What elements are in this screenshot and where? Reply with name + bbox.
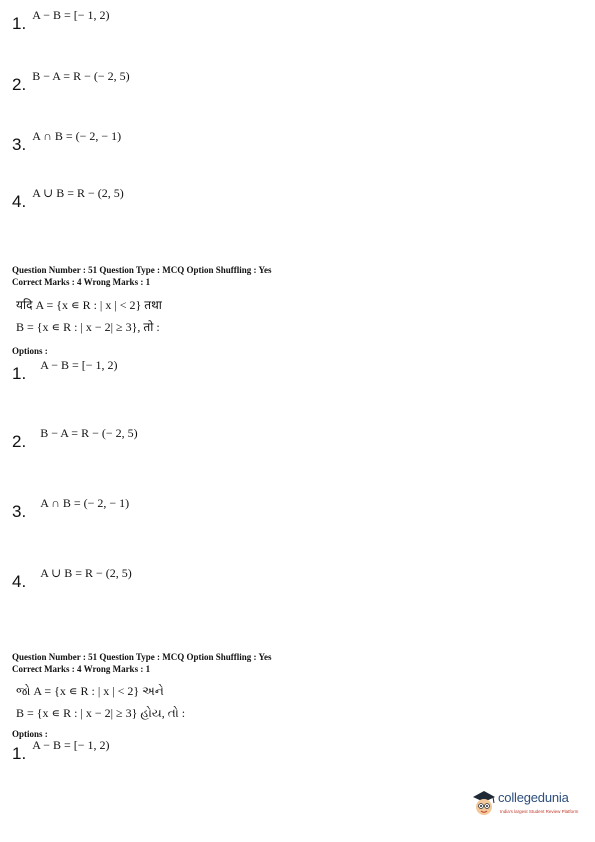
brand-name: collegedunia: [498, 790, 569, 805]
option-number: 3.: [12, 135, 27, 154]
option-number: 2.: [12, 432, 27, 451]
question-text-line: B = {x ∊ R : | x − 2| ≥ 3}, तो :: [16, 320, 160, 334]
option-1: [12, 738, 110, 764]
question-meta-line: Question Number : 51 Question Type : MCQ Option Shuffling : Yes: [12, 652, 272, 662]
marks-line: Correct Marks : 4 Wrong Marks : 1: [12, 277, 151, 287]
option-text: A ∪ B = R − (2, 5): [40, 566, 132, 580]
option-number: 4.: [12, 572, 27, 591]
question-meta-line: Question Number : 51 Question Type : MCQ Option Shuffling : Yes: [12, 265, 272, 275]
option-text: B − A = R − (− 2, 5): [40, 426, 138, 440]
option-number: 1.: [12, 14, 27, 33]
option-text: A − B = [− 1, 2): [32, 738, 110, 752]
question-text-line: यदि A = {x ∊ R : | x | < 2} तथा: [16, 298, 162, 312]
mascot-icon: [470, 788, 498, 818]
option-text: A ∩ B = (− 2, − 1): [32, 129, 122, 143]
option-number: 1.: [12, 744, 27, 763]
option-text: B − A = R − (− 2, 5): [32, 69, 130, 83]
option-1: [12, 8, 110, 34]
question-meta: [12, 264, 271, 288]
option-text: A ∩ B = (− 2, − 1): [40, 496, 130, 510]
option-number: 3.: [12, 502, 27, 521]
option-3: [12, 129, 122, 155]
option-text: A − B = [− 1, 2): [32, 8, 110, 22]
question-text-line: જો A = {x ∊ R : | x | < 2} અને: [16, 684, 164, 698]
option-text: A − B = [− 1, 2): [40, 358, 118, 372]
option-text: A ∪ B = R − (2, 5): [32, 186, 124, 200]
option-3: [12, 496, 130, 522]
option-2: [12, 69, 130, 95]
collegedunia-logo: [470, 788, 590, 824]
options-label: Options :: [12, 729, 48, 739]
option-4: [12, 566, 132, 592]
option-number: 4.: [12, 192, 27, 211]
option-1: [12, 358, 118, 384]
question-text-line: B = {x ∊ R : | x − 2| ≥ 3} હોય, તો :: [16, 706, 186, 720]
options-label: Options :: [12, 346, 48, 356]
question-meta: [12, 651, 271, 675]
brand-tagline: India's largest Student Review Platform: [500, 809, 579, 814]
option-2: [12, 426, 138, 452]
option-number: 1.: [12, 364, 27, 383]
option-4: [12, 186, 124, 212]
marks-line: Correct Marks : 4 Wrong Marks : 1: [12, 664, 151, 674]
option-number: 2.: [12, 75, 27, 94]
